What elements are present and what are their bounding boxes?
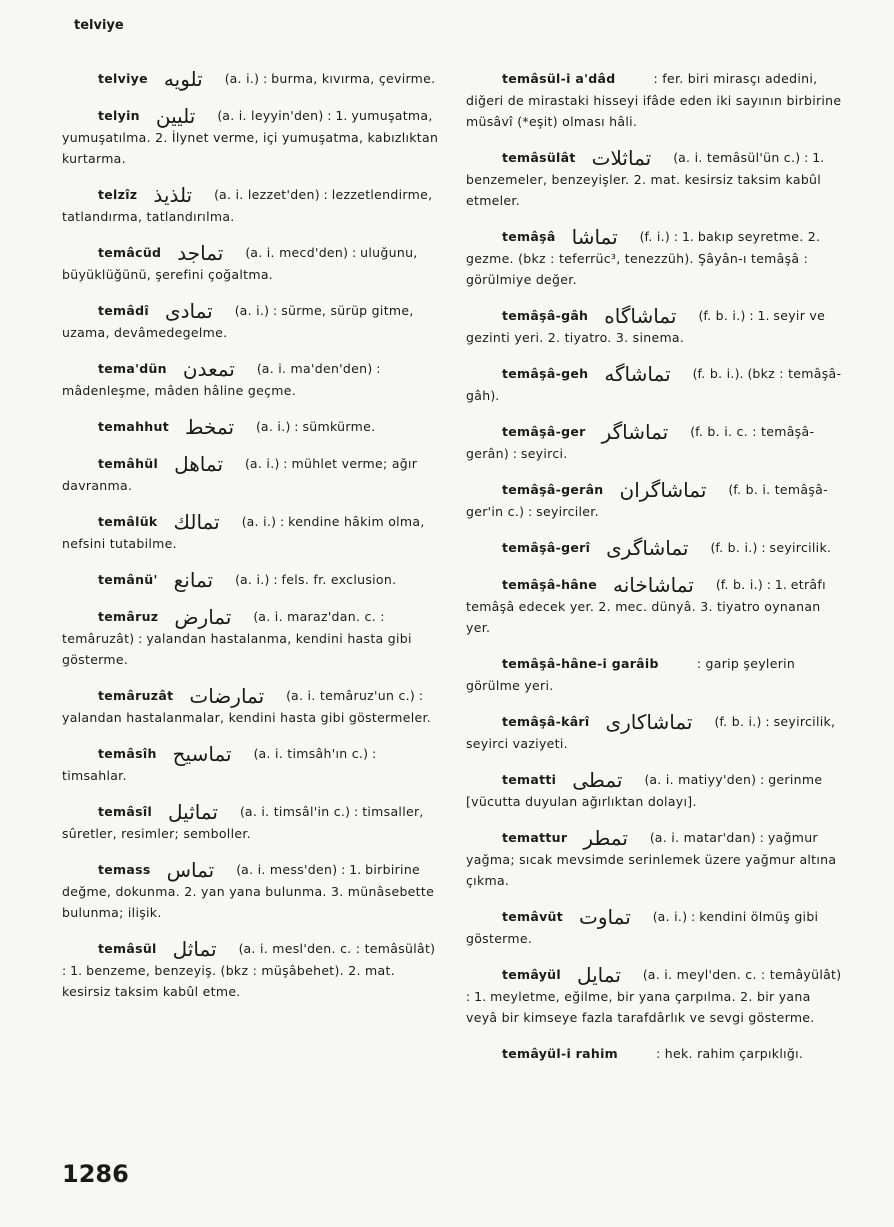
headword: temâsîh (98, 746, 157, 761)
arabic-script: تماشاگه (604, 362, 671, 386)
definition: (a. i.) : sümkürme. (256, 419, 376, 434)
arabic-script: تمطر (583, 826, 628, 850)
dictionary-entry (62, 801, 440, 844)
dictionary-entry (466, 147, 844, 211)
arabic-script: تمخط (185, 415, 235, 439)
dictionary-entry (466, 421, 844, 464)
headword: temass (98, 862, 151, 877)
definition: (a. i. ma'den'den) : mâdenleşme, mâden hâline geçme. (62, 361, 381, 398)
arabic-script: تماثل (172, 937, 217, 961)
headword: temahhut (98, 419, 169, 434)
definition: : fer. biri mirasçı adedini, diğeri de mirastaki hisseyi ifâde eden iki sayının birbirine müsâvî (*eşit) olması hâli. (466, 71, 842, 129)
definition: (a. i. mess'den) : 1. birbirine değme, dokunma. 2. yan yana bulunma. 3. münâsebette bulunma; ilişik. (62, 862, 435, 920)
definition: (a. i. matiyy'den) : gerinme [vücutta duyulan ağırlıktan dolayı]. (466, 772, 823, 809)
arabic-script: تمطى (572, 768, 623, 792)
arabic-script: تماشاكارى (605, 710, 693, 734)
headword: temâdî (98, 303, 149, 318)
headword: temâşâ-gerî (502, 540, 591, 555)
arabic-script: تماهل (174, 452, 224, 476)
arabic-script: تماشاگر (601, 420, 669, 444)
dictionary-entry (62, 68, 440, 90)
arabic-script: تمارضات (189, 684, 265, 708)
arabic-script: تماثلات (591, 146, 652, 170)
definition: (a. i.) : sürme, sürüp gitme, uzama, devâmedegelme. (62, 303, 414, 340)
definition: (a. i. timsâh'ın c.) : timsahlar. (62, 746, 377, 783)
dictionary-entry (62, 569, 440, 591)
definition: (a. i. temâruz'un c.) : yalandan hastalanmalar, kendini hasta gibi göstermeler. (62, 688, 432, 725)
arabic-script: تماوت (579, 905, 631, 929)
definition: (a. i.) : burma, kıvırma, çevirme. (224, 71, 436, 86)
arabic-script: تمارض (174, 605, 232, 629)
arabic-script: تماشاگران (619, 478, 707, 502)
definition: (f. b. i.) : seyircilik, seyirci vaziyeti. (466, 714, 836, 751)
dictionary-entry (62, 453, 440, 496)
right-column (466, 68, 844, 1080)
dictionary-entry (466, 574, 844, 638)
dictionary-entry (62, 685, 440, 728)
arabic-script: تماشاگاه (604, 304, 677, 328)
headword: temâşâ-geh (502, 366, 589, 381)
definition: (f. b. i.). (bkz : temâşâ-gâh). (466, 366, 842, 403)
dictionary-entry (62, 511, 440, 554)
definition: (f. b. i.) : 1. seyir ve gezinti yeri. 2. tiyatro. 3. sinema. (466, 308, 826, 345)
headword: temâşâ-gerân (502, 482, 604, 497)
dictionary-entry (62, 242, 440, 285)
dictionary-entry (466, 305, 844, 348)
definition: (f. b. i. c. : temâşâ-gerân) : seyirci. (466, 424, 815, 461)
definition: (a. i. maraz'dan. c. : temâruzât) : yalandan hastalanma, kendini hasta gibi gösterme. (62, 609, 412, 667)
headword: telviye (98, 71, 148, 86)
arabic-script: تلذيذ (153, 183, 193, 207)
definition: : hek. rahim çarpıklığı. (656, 1046, 804, 1061)
headword: temâşâ-hâne (502, 577, 597, 592)
definition: (a. i. mecd'den) : uluğunu, büyüklüğünü, şerefini çoğaltma. (62, 245, 418, 282)
headword: temâşâ-kârî (502, 714, 590, 729)
definition: (a. i. timsâl'in c.) : timsaller, sûretler, resimler; semboller. (62, 804, 424, 841)
definition: (f. i.) : 1. bakıp seyretme. 2. gezme. (bkz : teferrüc³, tenezzüh). Şâyân-ı temâşâ : görülmiye değer. (466, 229, 821, 287)
dictionary-entry (62, 105, 440, 169)
definition: (a. i. leyyin'den) : 1. yumuşatma, yumuşatılma. 2. İlynet verme, içi yumuşatma, kabızlıktan kurtarma. (62, 108, 439, 166)
dictionary-entry (466, 68, 844, 132)
arabic-script: تمادى (164, 299, 213, 323)
page-number: 1286 (62, 1160, 129, 1188)
dictionary-entry (466, 827, 844, 891)
arabic-script: تماسيح (172, 742, 232, 766)
dictionary-entry (62, 938, 440, 1002)
definition: (f. b. i.) : seyircilik. (710, 540, 832, 555)
dictionary-entry (466, 1043, 844, 1065)
definition: (a. i.) : kendini ölmüş gibi gösterme. (466, 909, 819, 946)
dictionary-entry (62, 184, 440, 227)
definition: (a. i. lezzet'den) : lezzetlendirme, tatlandırma, tatlandırılma. (62, 187, 433, 224)
headword: temâhül (98, 456, 159, 471)
headword: temâcüd (98, 245, 162, 260)
dictionary-entry (466, 226, 844, 290)
dictionary-entry (466, 363, 844, 406)
left-column (62, 68, 440, 1017)
dictionary-entry (466, 653, 844, 696)
arabic-script: تماجد (177, 241, 224, 265)
dictionary-entry (62, 358, 440, 401)
headword: temattur (502, 830, 568, 845)
running-head: telviye (74, 18, 124, 33)
dictionary-entry (466, 537, 844, 559)
definition: (f. b. i.) : 1. etrâfı temâşâ edecek yer. 2. mec. dünyâ. 3. tiyatro oynanan yer. (466, 577, 826, 635)
dictionary-entry (62, 416, 440, 438)
arabic-script: تليين (155, 104, 196, 128)
definition: (a. i. mesl'den. c. : temâsülât) : 1. benzeme, benzeyiş. (bkz : müşâbehet). 2. mat. kesirsiz taksim kabûl etme. (62, 941, 436, 999)
arabic-script: تمعدن (182, 357, 235, 381)
definition: (a. i. matar'dan) : yağmur yağma; sıcak mevsimde serinlemek üzere yağmur altına çıkma. (466, 830, 837, 888)
dictionary-entry (62, 743, 440, 786)
definition: : garip şeylerin görülme yeri. (466, 656, 796, 693)
headword: temâlük (98, 514, 158, 529)
dictionary-entry (62, 606, 440, 670)
arabic-script: تماشاخانه (613, 573, 694, 597)
arabic-script: تماشاگرى (606, 536, 689, 560)
arabic-script: تلويه (163, 67, 203, 91)
headword: temâyül-i rahim (502, 1046, 618, 1061)
definition: (a. i.) : mühlet verme; ağır davranma. (62, 456, 418, 493)
headword: temâyül (502, 967, 561, 982)
headword: temâvüt (502, 909, 564, 924)
headword: temâşâ-hâne-i garâib (502, 656, 659, 671)
arabic-script: تمايل (576, 963, 621, 987)
dictionary-entry (466, 711, 844, 754)
dictionary-entry (466, 906, 844, 949)
headword: temâşâ (502, 229, 556, 244)
arabic-script: تماشا (571, 225, 618, 249)
definition: (a. i. meyl'den. c. : temâyülât) : 1. meyletme, eğilme, bir yana çarpılma. 2. bir yana veyâ bir kimseye fazla tarafdârlık ve sevgi gösterme. (466, 967, 842, 1025)
arabic-script: تماثيل (168, 800, 219, 824)
headword: temâruz (98, 609, 159, 624)
definition: (a. i.) : fels. fr. exclusion. (235, 572, 397, 587)
headword: tematti (502, 772, 557, 787)
dictionary-entry (466, 964, 844, 1028)
headword: temâşâ-gâh (502, 308, 589, 323)
arabic-script: تمالك (173, 510, 220, 534)
headword: temâşâ-ger (502, 424, 586, 439)
definition: (a. i. temâsül'ün c.) : 1. benzemeler, benzeyişler. 2. mat. kesirsiz taksim kabûl etmeler. (466, 150, 825, 208)
headword: temâsîl (98, 804, 153, 819)
headword: temâsül-i a'dâd (502, 71, 616, 86)
headword: telyin (98, 108, 140, 123)
headword: tema'dün (98, 361, 167, 376)
definition: (a. i.) : kendine hâkim olma, nefsini tutabilme. (62, 514, 425, 551)
headword: temânü' (98, 572, 158, 587)
arabic-script: تمانع (173, 568, 214, 592)
arabic-script: تماس (166, 858, 215, 882)
headword: temâsül (98, 941, 157, 956)
dictionary-entry (466, 479, 844, 522)
headword: temâruzât (98, 688, 174, 703)
headword: temâsülât (502, 150, 576, 165)
headword: telzîz (98, 187, 138, 202)
dictionary-entry (466, 769, 844, 812)
dictionary-entry (62, 300, 440, 343)
definition: (f. b. i. temâşâ-ger'in c.) : seyirciler. (466, 482, 828, 519)
dictionary-entry (62, 859, 440, 923)
